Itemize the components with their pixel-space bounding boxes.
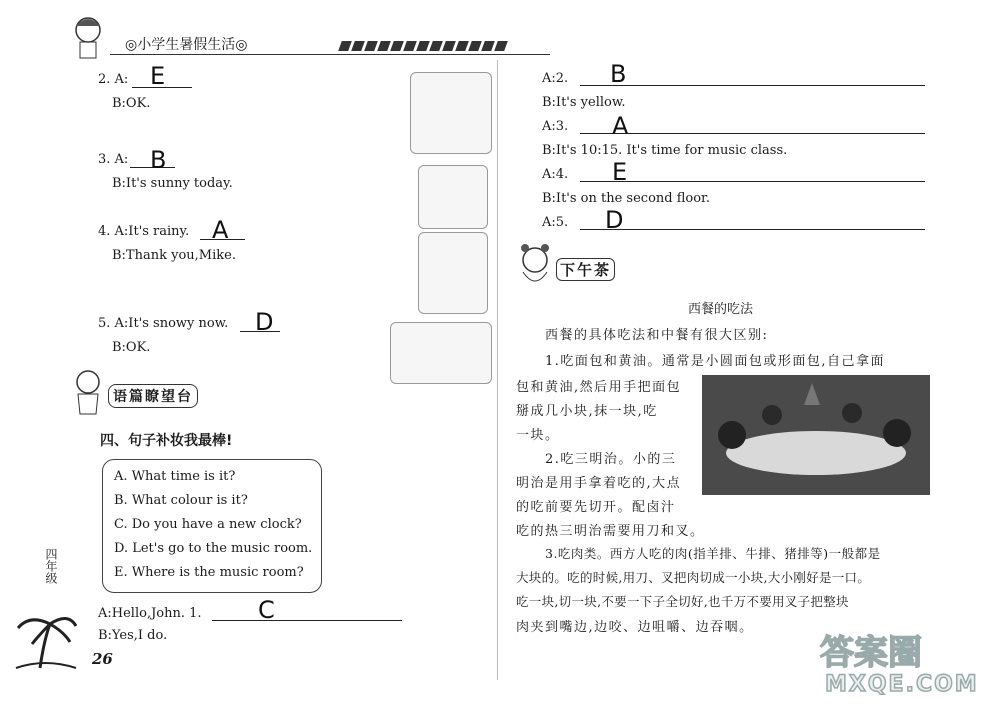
dialog-2-answer: E (150, 62, 166, 90)
article-p2-line3: 的吃前要先切开。配卤汁 (516, 500, 676, 515)
right-2-a: A:2. (542, 71, 569, 86)
right-3-blank (580, 133, 925, 134)
side-grade-label: 四年级 (44, 548, 58, 584)
right-5-a: A:5. (542, 215, 569, 230)
illustration-umbrella (418, 232, 488, 314)
right-3-answer: A (612, 112, 629, 140)
tea-mascot (515, 242, 555, 292)
right-3-a: A:3. (542, 119, 569, 134)
dialog-4-a: 4. A:It's rainy. (98, 224, 190, 239)
right-5-answer: D (605, 206, 624, 234)
illustration-wind (410, 72, 492, 154)
dialog-3-answer: B (150, 146, 167, 174)
right-3-b: B:It's 10:15. It's time for music class. (542, 143, 788, 158)
article-p1-line1: 1.吃面包和黄油。通常是小圆面包或形面包,自己拿面 (545, 354, 886, 369)
article-p3-line4: 肉夹到嘴边,边咬、边咀嚼、边吞咽。 (516, 620, 754, 635)
q1-a: A:Hello,John. 1. (98, 606, 202, 621)
right-4-answer: E (612, 158, 628, 186)
choice-c: C. Do you have a new clock? (114, 517, 302, 532)
dialog-2-b: B:OK. (112, 96, 151, 111)
article-p2-line1: 2.吃三明治。小的三 (545, 452, 677, 467)
dialog-3-a: 3. A: (98, 152, 129, 167)
header-mascot (62, 12, 114, 64)
dialog-5-b: B:OK. (112, 340, 151, 355)
right-5-blank (580, 229, 925, 230)
dialog-4-answer: A (212, 216, 229, 244)
article-p1-line2: 包和黄油,然后用手把面包 (516, 380, 682, 395)
article-p3-line3: 吃一块,切一块,不要一下子全切好,也千万不要用叉子把整块 (516, 594, 849, 609)
q1-answer: C (258, 596, 275, 624)
right-2-answer: B (610, 60, 627, 88)
watermark-top: 答案圈 (820, 633, 922, 673)
watermark-bottom: MXQE.COM (825, 672, 979, 697)
page-number: 26 (92, 650, 113, 668)
article-p3-line2: 大块的。吃的时候,用刀、叉把肉切成一小块,大小刚好是一口。 (516, 570, 871, 585)
illustration-sun-kids (418, 165, 488, 229)
article-p3-line1: 3.吃肉类。西方人吃的肉(指羊排、牛排、猪排等)一般都是 (545, 546, 881, 561)
choice-a: A. What time is it? (114, 469, 236, 484)
tea-banner: 下午茶 (556, 258, 615, 281)
illustration-snowman (390, 322, 492, 384)
right-4-blank (580, 181, 925, 182)
section-title: 四、句子补妆我最棒! (100, 433, 233, 449)
palm-tree-logo (10, 610, 80, 670)
article-title: 西餐的吃法 (688, 302, 754, 317)
right-2-blank (580, 85, 925, 86)
right-4-a: A:4. (542, 167, 569, 182)
article-p1-line4: 一块。 (516, 428, 560, 443)
dinner-photo (702, 375, 930, 495)
section-banner: 语篇瞭望台 (108, 384, 198, 408)
choice-b: B. What colour is it? (114, 493, 248, 508)
dialog-5-answer: D (255, 308, 274, 336)
header-decoration (340, 36, 509, 55)
header-title: ◎小学生暑假生活◎ (125, 37, 248, 53)
article-p2-line4: 吃的热三明治需要用刀和叉。 (516, 524, 705, 539)
page-fold (497, 60, 498, 680)
choice-e: E. Where is the music room? (114, 565, 304, 580)
dialog-2-a: 2. A: (98, 72, 129, 87)
right-4-b: B:It's on the second floor. (542, 191, 710, 206)
right-2-b: B:It's yellow. (542, 95, 626, 110)
dialog-5-a: 5. A:It's snowy now. (98, 316, 229, 331)
q1-blank (212, 620, 402, 621)
article-intro: 西餐的具体吃法和中餐有很大区别: (545, 328, 769, 343)
dialog-4-b: B:Thank you,Mike. (112, 248, 236, 263)
article-p2-line2: 明治是用手拿着吃的,大点 (516, 476, 682, 491)
choice-d: D. Let's go to the music room. (114, 541, 313, 556)
article-p1-line3: 掰成几小块,抹一块,吃 (516, 404, 658, 419)
dialog-3-b: B:It's sunny today. (112, 176, 233, 191)
q1-b: B:Yes,I do. (98, 628, 168, 643)
banner-mascot (68, 368, 108, 416)
